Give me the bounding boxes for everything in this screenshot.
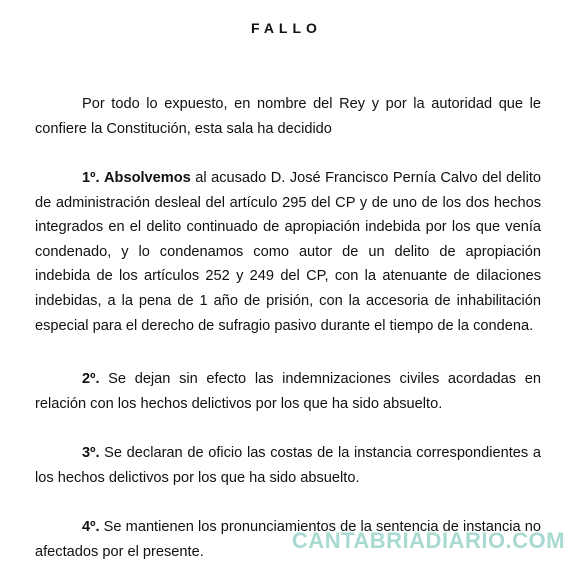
item-3-text: Se declaran de oficio las costas de la instancia correspondientes a los hechos delictivos por los que ha sido absuelto. (35, 445, 541, 486)
item-1-number: 1º. (82, 170, 100, 186)
watermark-logo: CANTABRIADIARIO.COM (291, 528, 565, 553)
item-4-paragraph (35, 515, 541, 564)
item-3-paragraph (35, 441, 541, 490)
item-3-number: 3º. (82, 445, 100, 461)
item-2-text: Se dejan sin efecto las indemnizaciones civiles acordadas en relación con los hechos delictivos por los que ha sido absuelto. (35, 371, 541, 412)
intro-paragraph: Por todo lo expuesto, en nombre del Rey y por la autoridad que le confiere la Constitución, esta sala ha decidido (35, 96, 541, 137)
document-title: FALLO (251, 20, 322, 36)
item-1-lead: Absolvemos (104, 170, 191, 186)
item-2-paragraph (35, 367, 541, 416)
item-1-paragraph (35, 166, 541, 338)
item-4-text: Se mantienen los pronunciamientos de la sentencia de instancia no afectados por el presente. (35, 519, 541, 560)
item-1-text: al acusado D. José Francisco Pernía Calvo del delito de administración desleal del artículo 295 del CP y de uno de los dos hechos integrados en el delito continuado de apropiación indebida por los que venía condenado, y lo condenamos como autor de un delito de apropiación indebida de los artículos 252 y 249 del CP, con la atenuante de dilaciones indebidas, a la pena de 1 año de prisión, con la accesoria de inhabilitación especial para el derecho de sufragio pasivo durante el tiempo de la condena. (35, 170, 541, 334)
item-4-number: 4º. (82, 519, 100, 535)
item-2-number: 2º. (82, 371, 100, 387)
